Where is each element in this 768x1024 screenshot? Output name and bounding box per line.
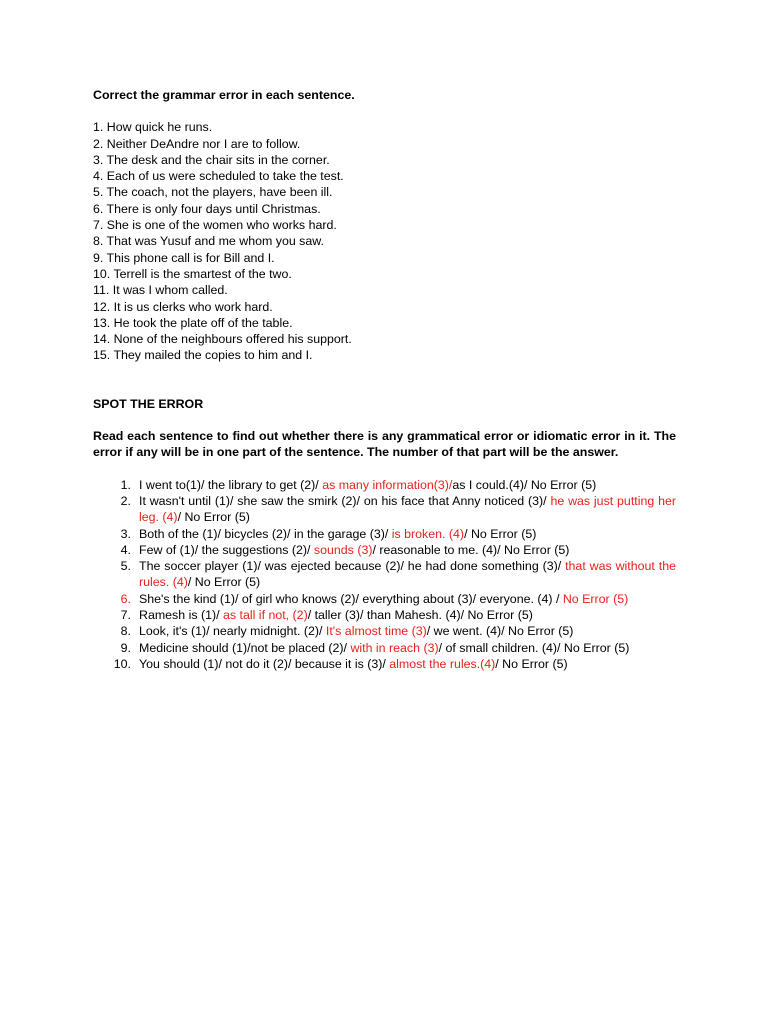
sentence-item: 8. That was Yusuf and me whom you saw. [93, 234, 324, 249]
sentence-part: Medicine should (1)/not be placed (2)/ [139, 640, 351, 655]
sentence-item: 5. The coach, not the players, have been ill. [93, 185, 333, 200]
document-page [93, 87, 676, 672]
sentence-item: 6. There is only four days until Christmas. [93, 201, 321, 216]
error-item [93, 493, 676, 526]
worksheet-heading: Correct the grammar error in each sentence. [93, 88, 355, 102]
sentence-item: 2. Neither DeAndre nor I are to follow. [93, 136, 301, 151]
sentence-item: 13. He took the plate off of the table. [93, 315, 293, 330]
sentence-part: / No Error (5) [464, 526, 537, 541]
highlighted-error-part: is broken. (4) [391, 526, 465, 541]
sentence-item: 15. They mailed the copies to him and I. [93, 348, 313, 363]
error-item [93, 558, 676, 591]
highlighted-error-part: It's almost time (3) [325, 624, 427, 639]
error-item [93, 607, 676, 623]
sentence-part: It wasn't until (1)/ she saw the smirk (2)/ on his face that Anny noticed (3)/ [139, 493, 551, 508]
sentence-part: Look, it's (1)/ nearly midnight. (2)/ [139, 624, 326, 639]
highlighted-error-part: that was without the rules. (4) [139, 559, 676, 590]
sentence-item: 1. How quick he runs. [93, 120, 213, 135]
highlighted-error-part: No Error (5) [562, 591, 629, 606]
sentence-part: I went to(1)/ the library to get (2)/ [139, 477, 323, 492]
item-number: 3. [120, 526, 131, 541]
item-number: 2. [120, 493, 131, 508]
sentence-part: / No Error (5) [187, 575, 261, 590]
error-item [93, 623, 676, 639]
sentence-part: / No Error (5) [495, 656, 568, 671]
item-number: 5. [120, 559, 131, 574]
sentence-item: 3. The desk and the chair sits in the corner. [93, 152, 330, 167]
spot-error-list [93, 477, 676, 673]
item-number: 9. [120, 640, 131, 655]
instructions-text: Read each sentence to find out whether there is any grammatical error or idiomatic error in it. The error if any will be in one part of the sentence. The number of that part will be the answer. [93, 429, 676, 460]
sentence-part: Ramesh is (1)/ [139, 608, 223, 623]
sentence-item: 4. Each of us were scheduled to take the test. [93, 169, 344, 184]
sentence-part: She's the kind (1)/ of girl who knows (2)/ everything about (3)/ everyone. (4) / [139, 591, 563, 606]
item-number: 6. [120, 591, 131, 606]
sentence-item: 11. It was I whom called. [93, 283, 228, 298]
sentence-part: as I could.(4)/ No Error (5) [452, 477, 597, 492]
sentence-part: Few of (1)/ the suggestions (2)/ [139, 542, 314, 557]
highlighted-error-part: with in reach (3) [350, 640, 439, 655]
sentence-part: You should (1)/ not do it (2)/ because it is (3)/ [139, 656, 390, 671]
item-number: 1. [120, 477, 131, 492]
sentence-item: 12. It is us clerks who work hard. [93, 299, 273, 314]
highlighted-error-part: sounds (3) [313, 542, 373, 557]
error-item [93, 656, 676, 672]
sentence-part: / No Error (5) [177, 510, 250, 525]
error-item [93, 526, 676, 542]
sentence-part: The soccer player (1)/ was ejected because (2)/ he had done something (3)/ [139, 559, 566, 574]
highlighted-error-part: as many information(3)/ [322, 477, 453, 492]
highlighted-error-part: almost the rules.(4) [389, 656, 496, 671]
sentence-part: / we went. (4)/ No Error (5) [426, 624, 574, 639]
item-number: 4. [120, 542, 131, 557]
sentence-item: 10. Terrell is the smartest of the two. [93, 266, 292, 281]
item-number: 10. [113, 656, 131, 671]
item-number: 7. [120, 608, 131, 623]
section-title: SPOT THE ERROR [93, 396, 204, 411]
highlighted-error-part: as tall if not, (2) [223, 608, 308, 623]
sentence-part: / taller (3)/ than Mahesh. (4)/ No Error (5) [307, 608, 533, 623]
error-item [93, 591, 676, 607]
sentence-part: / of small children. (4)/ No Error (5) [438, 640, 630, 655]
sentence-item: 7. She is one of the women who works hard. [93, 218, 337, 233]
sentence-item: 14. None of the neighbours offered his support. [93, 332, 352, 347]
sentence-part: Both of the (1)/ bicycles (2)/ in the garage (3)/ [139, 526, 392, 541]
sentence-item: 9. This phone call is for Bill and I. [93, 250, 275, 265]
sentence-part: / reasonable to me. (4)/ No Error (5) [372, 542, 570, 557]
error-item [93, 477, 676, 493]
item-number: 8. [120, 624, 131, 639]
error-item [93, 640, 676, 656]
error-item [93, 542, 676, 558]
highlighted-error-part: he was just putting her leg. (4) [139, 493, 676, 525]
grammar-sentence-list [93, 119, 676, 363]
